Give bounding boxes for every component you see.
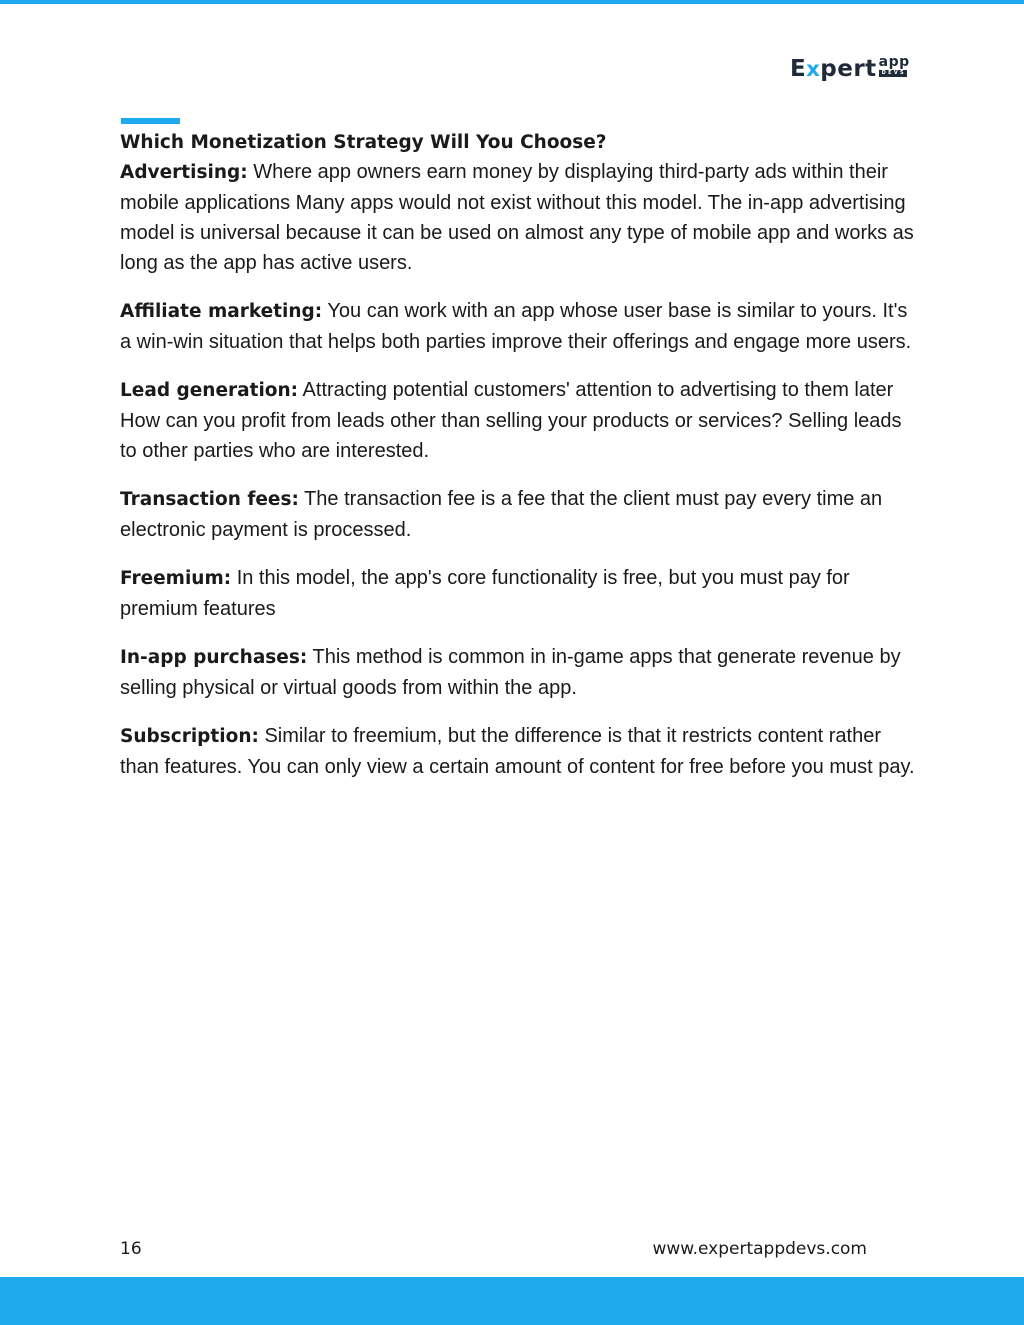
strategy-subscription (120, 721, 920, 782)
strategy-transaction-fees (120, 484, 920, 545)
strategy-term: Transaction fees: (120, 489, 299, 510)
strategy-term: Subscription: (120, 726, 259, 747)
strategy-description: Similar to freemium, but the difference is that it restricts content rather than features. You can only view a certain amount of content for free before you must pay. (120, 725, 915, 778)
strategy-lead-generation (120, 375, 920, 466)
logo-devs-text: DEVS (879, 70, 907, 77)
strategy-term: Lead generation: (120, 380, 299, 401)
heading-accent-line (121, 118, 180, 124)
strategy-term: Advertising: (120, 162, 248, 183)
top-accent-bar (0, 0, 1024, 4)
strategy-term: Freemium: (120, 568, 232, 589)
footer-website-url: www.expertappdevs.com (652, 1239, 867, 1259)
logo-letter-e: E (790, 56, 807, 82)
strategy-description: You can work with an app whose user base is similar to yours. It's a win-win situation that helps both parties improve their offerings and engage more users. (120, 300, 912, 353)
strategy-description: Where app owners earn money by displaying third-party ads within their mobile applications Many apps would not exist without this model. The in-app advertising model is universal because it can be used on almost any type of mobile app and works as long as the app has active users. (120, 161, 914, 274)
section-heading: Which Monetization Strategy Will You Choose? (120, 132, 607, 153)
strategy-description: The transaction fee is a fee that the client must pay every time an electronic payment is processed. (120, 488, 883, 541)
logo-wordmark (790, 55, 877, 83)
logo-side-block (879, 55, 910, 77)
strategy-description: In this model, the app's core functionality is free, but you must pay for premium features (120, 567, 850, 620)
strategy-term: Affiliate marketing: (120, 301, 323, 322)
main-content (120, 129, 920, 800)
expertappdevs-logo (790, 55, 910, 85)
strategy-advertising (120, 157, 920, 278)
strategy-description: Attracting potential customers' attention to advertising to them later How can you profit from leads other than selling your products or services? Selling leads to other parties who are interested. (120, 379, 902, 462)
strategy-term: In-app purchases: (120, 647, 308, 668)
logo-app-text: app (878, 54, 910, 70)
logo-letter-x: x (806, 57, 821, 81)
bottom-accent-bar (0, 1277, 1024, 1325)
strategy-affiliate-marketing (120, 296, 920, 357)
page-number: 16 (120, 1239, 142, 1259)
strategy-in-app-purchases (120, 642, 920, 703)
strategy-freemium (120, 563, 920, 624)
strategy-description: This method is common in in-game apps that generate revenue by selling physical or virtual goods from within the app. (120, 646, 901, 699)
logo-letters-pert: pert (820, 56, 877, 82)
